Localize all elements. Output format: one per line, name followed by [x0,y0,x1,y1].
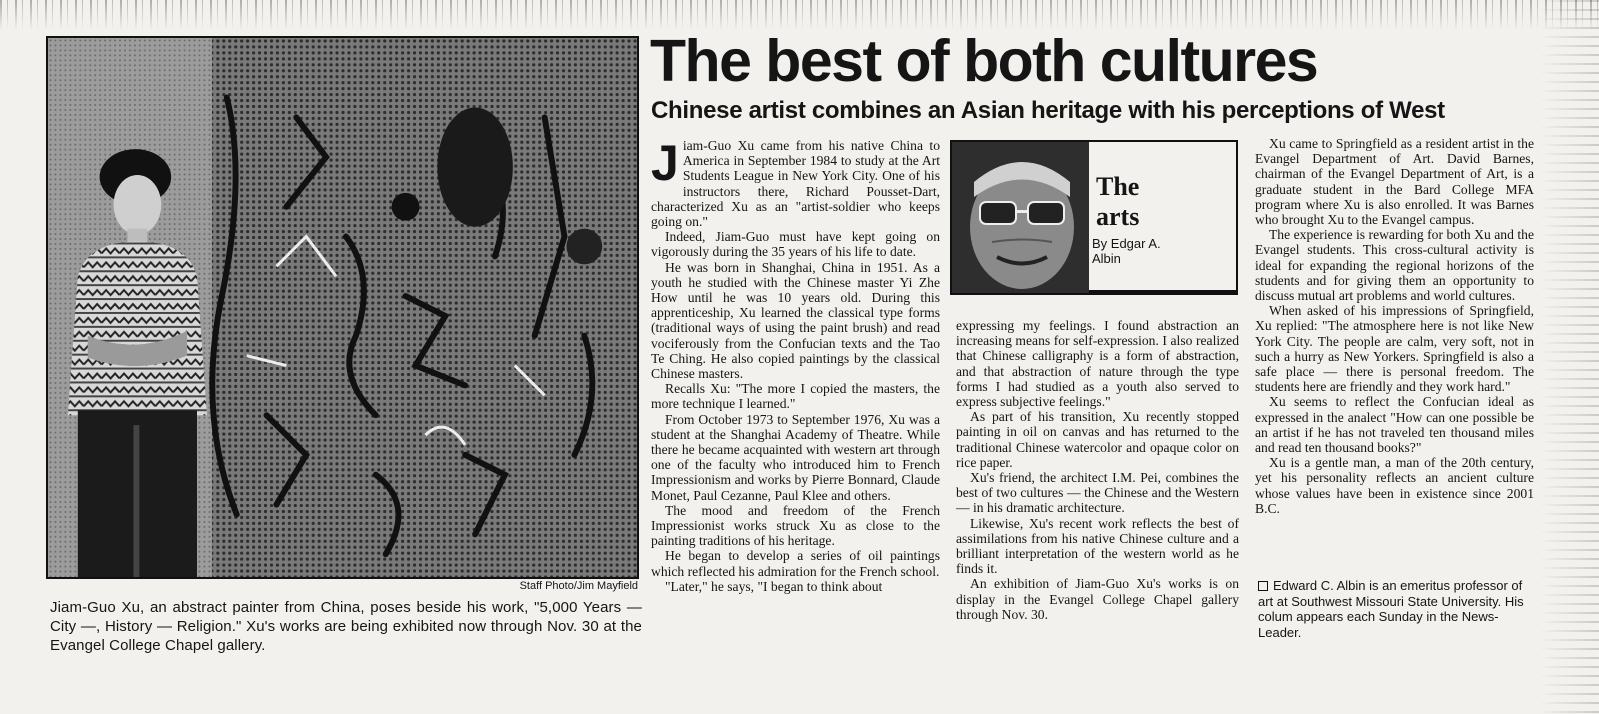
headline: The best of both cultures [650,28,1318,94]
article-column-3 [1255,136,1534,516]
paragraph: As part of his transition, Xu recently stopped painting in oil on canvas and has returned to the traditional Chinese watercolor and opaque color on rice paper. [956,409,1239,470]
byline [1092,236,1172,266]
article-column-1 [651,135,940,594]
drop-cap: J [651,135,679,191]
paragraph: He was born in Shanghai, China in 1951. As a youth he studied with the Chinese master Yi Zhe How until he was 10 years old. During this apprenticeship, Xu learned the classical type forms (traditional ways of using the paint brush) and read vociferously from the Confucian texts and the Tao Te Ching. He also copied paintings by the classical Chinese masters. [651,259,940,382]
paragraph: From October 1973 to September 1976, Xu was a student at the Shanghai Academy of Theatre. While there he became acquainted with western art through one of the faculty who introduced him to French Impressionism and works by Pierre Bonnard, Claude Monet, Paul Cezanne, Paul Klee and others. [651,411,940,503]
paragraph: When asked of his impressions of Springfield, Xu replied: "The atmosphere here is not like New York City. The people are calm, very soft, not in such a hurry as New Yorkers. Springfield is also a safe place — there is personal freedom. The students here are friendly and they work hard." [1255,303,1534,395]
paragraph: Xu's friend, the architect I.M. Pei, combines the best of two cultures — the Chinese and the Western — in his dramatic architecture. [956,470,1239,516]
photo-credit: Staff Photo/Jim Mayfield [519,580,638,592]
paragraph: Indeed, Jiam-Guo must have kept going on vigorously during the 35 years of his life to date. [651,229,940,260]
paragraph: Xu seems to reflect the Confucian ideal as expressed in the analect "How can one possible be an artist if he has not traveled ten thousand miles and read ten thousand books?" [1255,394,1534,456]
author-bio-text: Edward C. Albin is an emeritus professor of art at Southwest Missouri State University. His colum appears each Sunday in the News-Leader. [1258,578,1524,640]
byline-line: By Edgar A. [1092,236,1161,251]
paragraph [651,135,940,230]
paragraph: An exhibition of Jiam-Guo Xu's works is on display in the Evangel College Chapel gallery through Nov. 30. [956,576,1239,622]
paragraph: Likewise, Xu's recent work reflects the best of assimilations from his native Chinese culture and a brilliant interpretation of the western world as he finds it. [956,515,1239,577]
author-portrait [952,142,1089,293]
paragraph-text: iam-Guo Xu came from his native China to America in September 1984 to study at the Art Students League in New York City. One of his instructors there, Richard Pousset-Dart, characterized Xu as an "artist-soldier who keeps going on." [651,138,940,230]
paragraph: expressing my feelings. I found abstraction an increasing means for self-expression. I also realized that Chinese calligraphy is a form of abstraction, and that abstraction of nature through the type forms I had studied as a youth also served to express subjective feelings." [956,318,1239,410]
artist-photo [46,36,639,579]
paragraph: "Later," he says, "I began to think about [665,578,883,594]
paragraph: Xu came to Springfield as a resident artist in the Evangel Department of Art. David Barnes, chairman of the Evangel Department of Art, is a graduate student in the Bard College MFA program where Xu is also enrolled. It was Barnes who brought Xu to the Evangel campus. [1255,136,1534,228]
paragraph: Recalls Xu: "The more I copied the masters, the more technique I learned." [651,381,940,412]
paragraph: He began to develop a series of oil paintings which reflected his admiration for the French school. [651,548,940,579]
column-title [1096,172,1176,232]
the-arts-column-header [950,140,1238,295]
photo-caption: Jiam-Guo Xu, an abstract painter from China, poses beside his work, "5,000 Years — City —, History — Religion." Xu's works are being exhibited now through Nov. 30 at the Evangel College Chapel gallery. [50,599,642,654]
column-title-line: arts [1096,202,1140,231]
author-bio [1258,578,1536,640]
author-portrait-image [952,142,1089,293]
bullet-box-icon [1258,581,1268,591]
paragraph: The experience is rewarding for both Xu and the Evangel students. This cross-cultural activity is ideal for expanding the regional horizons of the students and for giving them an opportunity to discuss mutual art problems and world cultures. [1255,227,1534,304]
paragraph: The mood and freedom of the French Impressionist works struck Xu as close to the painting traditions of his heritage. [651,502,940,549]
article-column-2 [956,318,1239,622]
paragraph: Xu is a gentle man, a man of the 20th century, yet his personality reflects an ancient culture whose values have been in existence since 2001 B.C. [1255,455,1534,516]
subheadline: Chinese artist combines an Asian heritage with his perceptions of West [651,97,1445,124]
byline-line: Albin [1092,251,1121,266]
artist-photo-image [48,38,637,577]
column-title-line: The [1096,172,1140,201]
